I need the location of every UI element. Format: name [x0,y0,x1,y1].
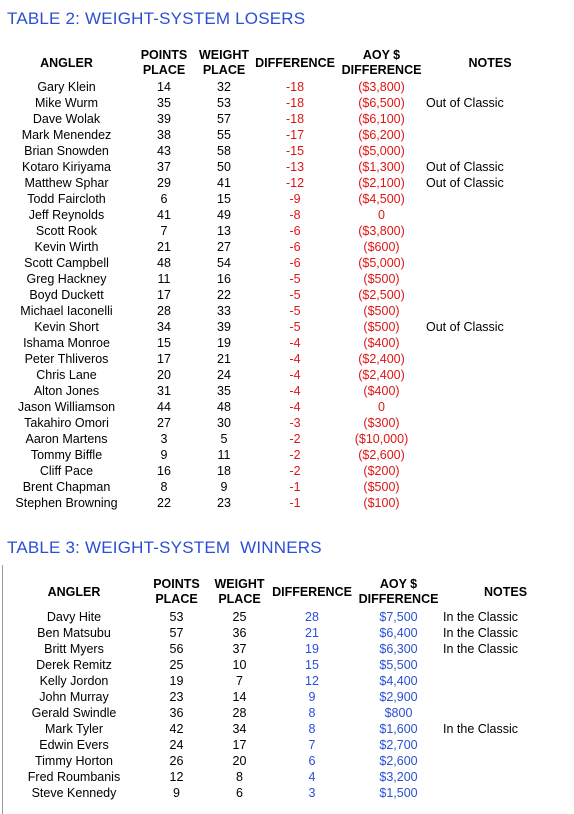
table-row [0,175,554,191]
points-place-cell: 35 [157,96,171,110]
weight-place-cell: 37 [232,642,247,656]
points-place-cell: 8 [160,480,168,494]
points-place-cell: 17 [157,352,171,366]
difference-cell: -4 [289,384,301,398]
difference-cell: -5 [289,320,301,334]
notes-cell [426,367,554,383]
notes-cell [443,689,568,705]
notes-cell [426,399,554,415]
aoy-difference-cell: ($3,800) [358,80,405,94]
notes-cell [426,383,554,399]
difference-cell: -18 [285,96,305,110]
difference-cell: -4 [289,400,301,414]
weight-place-cell: 50 [217,160,231,174]
weight-system-winners-table [4,575,568,801]
points-place-cell: 56 [169,642,184,656]
table-row [4,721,568,737]
notes-cell [426,463,554,479]
points-place-cell: 24 [169,738,184,752]
points-place-cell: 20 [157,368,171,382]
points-place-cell: 34 [157,320,171,334]
angler-cell: Cliff Pace [39,464,94,478]
difference-cell: 19 [305,642,319,656]
aoy-difference-cell: ($2,600) [358,448,405,462]
points-place-cell: 28 [157,304,171,318]
table-row [0,415,554,431]
angler-cell: Stephen Browning [15,496,118,510]
weight-place-cell: 32 [217,80,231,94]
weight-place-cell: 48 [217,400,231,414]
difference-cell: -4 [289,368,301,382]
aoy-difference-cell: $4,400 [379,674,418,688]
points-place-cell: 31 [157,384,171,398]
table-row [0,271,554,287]
angler-cell: Davy Hite [46,610,102,624]
angler-cell: Ben Matsubu [37,626,111,640]
weight-place-cell: 16 [217,272,231,286]
difference-cell: -18 [285,80,305,94]
difference-cell: 7 [308,738,316,752]
angler-cell: Britt Myers [44,642,104,656]
notes-cell [443,673,568,689]
notes-cell [426,351,554,367]
weight-place-header: WEIGHT PLACE [214,577,265,606]
aoy-difference-cell: ($2,400) [358,368,405,382]
difference-cell: -2 [289,448,301,462]
table-row [0,303,554,319]
difference-cell: -17 [285,128,305,142]
aoy-difference-cell: ($5,000) [358,256,405,270]
difference-cell: -4 [289,352,301,366]
angler-header: ANGLER [40,55,93,70]
points-place-cell: 12 [169,770,184,784]
points-place-cell: 38 [157,128,171,142]
weight-place-cell: 21 [217,352,231,366]
points-place-cell: 16 [157,464,171,478]
table-row [0,463,554,479]
aoy-difference-cell: ($500) [363,304,400,318]
table-row [0,399,554,415]
difference-cell: -2 [289,464,301,478]
angler-cell: Fred Roumbanis [27,770,121,784]
weight-place-cell: 55 [217,128,231,142]
weight-place-cell: 58 [217,144,231,158]
table-row [4,737,568,753]
angler-cell: Brent Chapman [22,480,111,494]
aoy-difference-cell: $7,500 [379,610,418,624]
points-place-cell: 41 [157,208,171,222]
notes-cell [426,431,554,447]
weight-place-cell: 9 [220,480,228,494]
table-row [0,367,554,383]
angler-cell: Mike Wurm [35,96,98,110]
angler-cell: Kevin Short [34,320,99,334]
weight-place-cell: 6 [236,786,243,800]
aoy-difference-cell: 0 [378,400,385,414]
notes-cell [426,255,554,271]
table-row [0,111,554,127]
angler-cell: Jason Williamson [17,400,116,414]
table-row [4,753,568,769]
aoy-difference-cell: ($400) [363,336,400,350]
aoy-difference-cell: $800 [384,706,413,720]
angler-cell: Tommy Biffle [30,448,103,462]
aoy-difference-header: AOY $ DIFFERENCE [358,577,439,606]
notes-cell [443,785,568,801]
weight-place-cell: 36 [232,626,247,640]
points-place-cell: 57 [169,626,184,640]
notes-cell [443,657,568,673]
angler-cell: Scott Rook [35,224,98,238]
points-place-cell: 22 [157,496,171,510]
aoy-difference-cell: ($200) [363,464,400,478]
aoy-difference-cell: ($500) [363,272,400,286]
angler-header: ANGLER [47,584,101,599]
table-row [0,79,554,95]
difference-cell: 21 [305,626,319,640]
difference-cell: -5 [289,272,301,286]
notes-cell [426,415,554,431]
notes-cell [426,207,554,223]
weight-place-cell: 34 [232,722,247,736]
difference-cell: -6 [289,240,301,254]
points-place-cell: 7 [160,224,168,238]
difference-cell: 15 [305,658,319,672]
difference-cell: -12 [285,176,305,190]
weight-place-cell: 18 [217,464,231,478]
aoy-difference-cell: $5,500 [379,658,418,672]
left-border-line [2,565,3,814]
weight-place-cell: 53 [217,96,231,110]
weight-place-cell: 28 [232,706,247,720]
weight-place-cell: 22 [217,288,231,302]
notes-cell [426,495,554,511]
angler-cell: Greg Hackney [26,272,107,286]
weight-place-cell: 54 [217,256,231,270]
aoy-difference-cell: ($2,500) [358,288,405,302]
angler-cell: Kotaro Kiriyama [22,160,111,174]
angler-cell: John Murray [39,690,109,704]
notes-cell [426,111,554,127]
angler-cell: Chris Lane [36,368,97,382]
weight-place-cell: 27 [217,240,231,254]
table-row [0,431,554,447]
aoy-difference-cell: ($100) [363,496,400,510]
aoy-difference-cell: ($2,100) [358,176,405,190]
aoy-difference-cell: ($6,200) [358,128,405,142]
points-place-cell: 9 [173,786,180,800]
aoy-difference-cell: $6,400 [379,626,418,640]
difference-cell: -4 [289,336,301,350]
table-row [0,447,554,463]
aoy-difference-cell: $1,600 [379,722,418,736]
difference-header: DIFFERENCE [255,55,335,70]
notes-cell [426,447,554,463]
weight-place-cell: 13 [217,224,231,238]
weight-place-cell: 19 [217,336,231,350]
difference-cell: -5 [289,288,301,302]
points-place-cell: 37 [157,160,171,174]
notes-cell: Out of Classic [426,320,504,334]
notes-cell: In the Classic [443,626,519,640]
notes-cell [426,271,554,287]
points-place-cell: 17 [157,288,171,302]
table-row [4,689,568,705]
weight-place-cell: 39 [217,320,231,334]
aoy-difference-cell: ($300) [363,416,400,430]
table-row [4,657,568,673]
losers-table-body [0,79,554,511]
notes-cell [426,143,554,159]
points-place-cell: 27 [157,416,171,430]
difference-cell: 12 [305,674,319,688]
notes-cell [426,287,554,303]
angler-cell: Jeff Reynolds [28,208,105,222]
angler-cell: Matthew Sphar [24,176,109,190]
table-row [4,609,568,625]
angler-cell: Edwin Evers [39,738,109,752]
weight-place-cell: 8 [236,770,243,784]
aoy-difference-cell: ($500) [363,480,400,494]
angler-cell: Michael Iaconelli [20,304,113,318]
aoy-difference-cell: $2,900 [379,690,418,704]
points-place-cell: 11 [157,272,171,286]
weight-place-cell: 14 [232,690,247,704]
difference-cell: 4 [308,770,316,784]
angler-cell: Todd Faircloth [27,192,106,206]
table-row [0,143,554,159]
points-place-header: POINTS PLACE [140,48,188,77]
aoy-difference-cell: ($5,000) [358,144,405,158]
angler-cell: Gerald Swindle [31,706,117,720]
points-place-cell: 15 [157,336,171,350]
table-row [4,625,568,641]
notes-cell: In the Classic [443,722,519,736]
angler-cell: Kevin Wirth [34,240,99,254]
weight-place-cell: 33 [217,304,231,318]
notes-cell [426,479,554,495]
weight-place-cell: 24 [217,368,231,382]
difference-cell: -15 [285,144,305,158]
weight-place-cell: 15 [217,192,231,206]
table-row [4,785,568,801]
points-place-cell: 44 [157,400,171,414]
winners-table-body [4,609,568,801]
points-place-cell: 48 [157,256,171,270]
difference-cell: 8 [308,706,316,720]
points-place-cell: 9 [160,448,168,462]
table-row [0,127,554,143]
difference-cell: -6 [289,256,301,270]
points-place-header: POINTS PLACE [153,577,200,606]
difference-cell: 28 [305,610,319,624]
difference-cell: 8 [308,722,316,736]
table-row [0,95,554,111]
angler-cell: Mark Tyler [44,722,104,736]
notes-cell [426,223,554,239]
points-place-cell: 39 [157,112,171,126]
weight-place-cell: 23 [217,496,231,510]
notes-cell [426,303,554,319]
aoy-difference-cell: ($1,300) [358,160,405,174]
weight-place-cell: 17 [232,738,247,752]
notes-cell: Out of Classic [426,160,504,174]
table3-title: TABLE 3: WEIGHT-SYSTEM WINNERS [7,538,322,557]
points-place-cell: 42 [169,722,184,736]
angler-cell: Steve Kennedy [31,786,117,800]
table-row [0,159,554,175]
weight-place-cell: 25 [232,610,247,624]
points-place-cell: 36 [169,706,184,720]
notes-cell [426,335,554,351]
angler-cell: Boyd Duckett [29,288,104,302]
aoy-difference-cell: $1,500 [379,786,418,800]
points-place-cell: 26 [169,754,184,768]
notes-cell [443,737,568,753]
table-row [0,319,554,335]
difference-cell: -5 [289,304,301,318]
difference-header: DIFFERENCE [272,584,352,599]
notes-cell [426,127,554,143]
table-header-row [0,47,554,79]
angler-cell: Gary Klein [37,80,96,94]
notes-cell [426,79,554,95]
table-row [0,335,554,351]
aoy-difference-cell: $6,300 [379,642,418,656]
points-place-cell: 25 [169,658,184,672]
table2-title: TABLE 2: WEIGHT-SYSTEM LOSERS [7,9,306,28]
difference-cell: -2 [289,432,301,446]
aoy-difference-cell: 0 [378,208,385,222]
difference-cell: -18 [285,112,305,126]
angler-cell: Peter Thliveros [24,352,109,366]
table-row [0,207,554,223]
table-row [4,705,568,721]
aoy-difference-cell: ($400) [363,384,400,398]
points-place-cell: 21 [157,240,171,254]
points-place-cell: 43 [157,144,171,158]
difference-cell: -9 [289,192,301,206]
table-row [0,383,554,399]
aoy-difference-cell: $3,200 [379,770,418,784]
table-header-row [4,575,568,609]
aoy-difference-cell: ($500) [363,320,400,334]
weight-place-cell: 11 [217,448,231,462]
points-place-cell: 23 [169,690,184,704]
angler-cell: Brian Snowden [24,144,109,158]
points-place-cell: 19 [169,674,184,688]
difference-cell: -1 [289,480,301,494]
difference-cell: -8 [289,208,301,222]
table-row [0,495,554,511]
angler-cell: Dave Wolak [32,112,101,126]
table-row [0,479,554,495]
weight-place-cell: 41 [217,176,231,190]
angler-cell: Kelly Jordon [39,674,109,688]
angler-cell: Scott Campbell [24,256,109,270]
angler-cell: Timmy Horton [34,754,113,768]
aoy-difference-cell: ($4,500) [358,192,405,206]
table-row [4,769,568,785]
weight-place-cell: 5 [220,432,228,446]
points-place-cell: 53 [169,610,184,624]
weight-system-losers-table [0,47,554,511]
weight-place-cell: 57 [217,112,231,126]
notes-header: NOTES [468,55,512,70]
weight-place-cell: 7 [236,674,243,688]
difference-cell: -6 [289,224,301,238]
angler-cell: Ishama Monroe [23,336,110,350]
points-place-cell: 29 [157,176,171,190]
difference-cell: -1 [289,496,301,510]
notes-cell: In the Classic [443,642,519,656]
notes-cell [426,239,554,255]
table-row [0,287,554,303]
table-row [0,255,554,271]
notes-cell [443,705,568,721]
points-place-cell: 6 [160,192,168,206]
difference-cell: 3 [308,786,316,800]
aoy-difference-cell: ($600) [363,240,400,254]
angler-cell: Alton Jones [33,384,100,398]
aoy-difference-cell: $2,700 [379,738,418,752]
points-place-cell: 3 [160,432,168,446]
aoy-difference-cell: ($6,100) [358,112,405,126]
notes-cell: Out of Classic [426,96,504,110]
aoy-difference-cell: ($10,000) [354,432,409,446]
table-row [0,223,554,239]
table-row [0,191,554,207]
notes-cell: Out of Classic [426,176,504,190]
weight-place-header: WEIGHT PLACE [199,48,249,77]
angler-cell: Aaron Martens [25,432,108,446]
aoy-difference-cell: ($6,500) [358,96,405,110]
notes-header: NOTES [483,584,528,599]
notes-cell [443,753,568,769]
points-place-cell: 14 [157,80,171,94]
table-row [4,641,568,657]
aoy-difference-cell: $2,600 [379,754,418,768]
weight-place-cell: 49 [217,208,231,222]
weight-place-cell: 35 [217,384,231,398]
notes-cell [426,191,554,207]
difference-cell: 9 [308,690,316,704]
angler-cell: Mark Menendez [21,128,112,142]
weight-place-cell: 20 [232,754,247,768]
difference-cell: 6 [308,754,316,768]
angler-cell: Derek Remitz [36,658,112,672]
weight-place-cell: 10 [232,658,247,672]
aoy-difference-header: AOY $ DIFFERENCE [341,48,422,77]
notes-cell [443,769,568,785]
table-row [0,351,554,367]
weight-place-cell: 30 [217,416,231,430]
aoy-difference-cell: ($3,800) [358,224,405,238]
table-row [0,239,554,255]
angler-cell: Takahiro Omori [24,416,109,430]
table-row [4,673,568,689]
aoy-difference-cell: ($2,400) [358,352,405,366]
difference-cell: -13 [285,160,305,174]
difference-cell: -3 [289,416,301,430]
notes-cell: In the Classic [443,610,519,624]
